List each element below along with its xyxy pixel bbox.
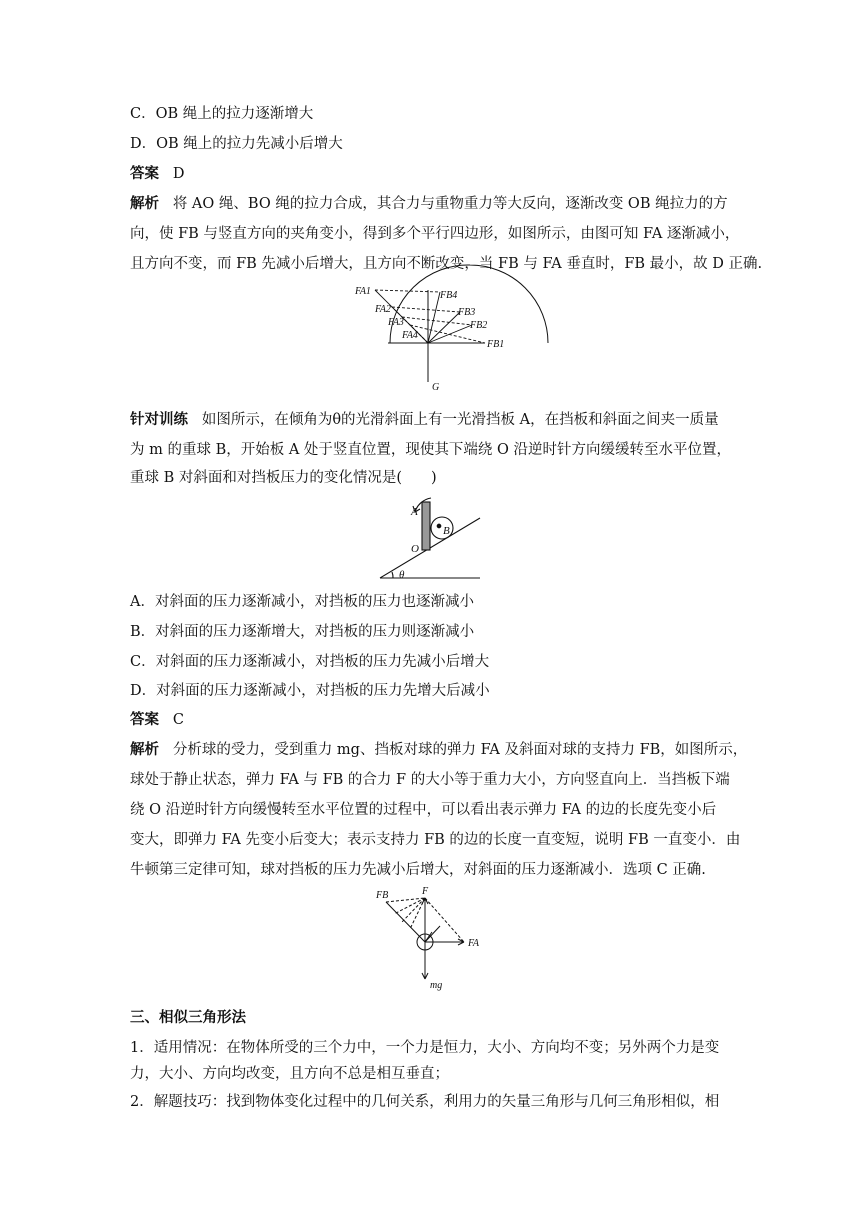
option-c: C．OB 绳上的拉力逐渐增大 [130,106,314,122]
label-fa1: FA1 [355,286,371,297]
answer-row [130,164,184,184]
section-heading: 三、相似三角形法 [130,1010,246,1026]
force-diagram-1 [350,280,550,400]
label-mg: mg [430,980,443,991]
analysis-line: 向，使 FB 与竖直方向的夹角变小，得到多个平行四边形，如图所示，由图可知 FA 逐渐减小， [130,226,740,242]
label-f: F [422,886,429,897]
label-fa4: FA4 [402,330,418,341]
section-line: 1．适用情况：在物体所受的三个力中，一个力是恒力，大小、方向均不变；另外两个力是变 [130,1040,720,1056]
training-analysis [130,740,747,760]
choice-c[interactable]: C．对斜面的压力逐渐减小，对挡板的压力先减小后增大 [130,654,490,670]
training-label: 针对训练 [130,412,188,428]
training-answer-row [130,710,184,730]
label-fa: FA [468,938,479,949]
analysis-label: 解析 [130,196,159,212]
label-fa3: FA3 [388,317,404,328]
label-b: B [443,525,450,537]
label-fb: FB [376,890,389,901]
label-fb4: FB4 [440,290,458,301]
label-g: G [432,382,440,393]
answer-value: D [172,166,185,182]
force-diagram-2 [372,884,502,994]
label-fb3: FB3 [458,307,476,318]
analysis-text: 将 AO 绳、BO 绳的拉力合成，其合力与重物重力等大反向，逐渐改变 OB 绳拉力的方 [172,196,728,212]
training-analysis: 变大，即弹力 FA 先变小后变大；表示支持力 FB 的边的长度一直变短，说明 FB 一直变小．由 [130,832,741,848]
training-stem [130,410,719,430]
training-answer-value: C [172,712,184,728]
choice-b[interactable]: B．对斜面的压力逐渐增大，对挡板的压力则逐渐减小 [130,624,475,640]
label-a: A [411,506,418,518]
label-fb1: FB1 [487,339,505,350]
section-line: 2．解题技巧：找到物体变化过程中的几何关系，利用力的矢量三角形与几何三角形相似，相 [130,1094,720,1110]
incline-diagram [375,490,515,590]
training-analysis: 球处于静止状态，弹力 FA 与 FB 的合力 F 的大小等于重力大小，方向竖直向上．当挡板下端 [130,772,730,788]
training-answer-label: 答案 [130,712,159,728]
choice-d[interactable]: D．对斜面的压力逐渐减小，对挡板的压力先增大后减小 [130,683,490,699]
option-d: D．OB 绳上的拉力先减小后增大 [130,136,343,152]
label-fb2: FB2 [470,320,488,331]
training-analysis-text: 分析球的受力，受到重力 mg、挡板对球的弹力 FA 及斜面对球的支持力 FB，如图所示， [172,742,748,758]
training-stem-text: 如图所示，在倾角为θ的光滑斜面上有一光滑挡板 A，在挡板和斜面之间夹一质量 [201,412,719,428]
training-analysis-label: 解析 [130,742,159,758]
training-analysis: 牛顿第三定律可知，球对挡板的压力先减小后增大，对斜面的压力逐渐减小．选项 C 正确. [130,862,706,878]
label-theta: θ [399,569,405,581]
answer-label: 答案 [130,166,159,182]
label-o: O [411,543,419,555]
training-stem: 为 m 的重球 B，开始板 A 处于竖直位置，现使其下端绕 O 沿逆时针方向缓缓转至水平位置， [130,442,732,458]
choice-a[interactable]: A．对斜面的压力逐渐减小，对挡板的压力也逐渐减小 [130,594,474,610]
label-fa2: FA2 [375,304,391,315]
analysis-line [130,194,728,214]
training-analysis: 绕 O 沿逆时针方向缓慢转至水平位置的过程中，可以看出表示弹力 FA 的边的长度先变小后 [130,802,717,818]
training-stem: 重球 B 对斜面和对挡板压力的变化情况是( ) [130,470,437,486]
analysis-line: 且方向不变，而 FB 先减小后增大，且方向不断改变，当 FB 与 FA 垂直时，FB 最小，故 D 正确. [130,256,763,272]
section-line: 力，大小、方向均改变，且方向不总是相互垂直； [130,1066,449,1082]
